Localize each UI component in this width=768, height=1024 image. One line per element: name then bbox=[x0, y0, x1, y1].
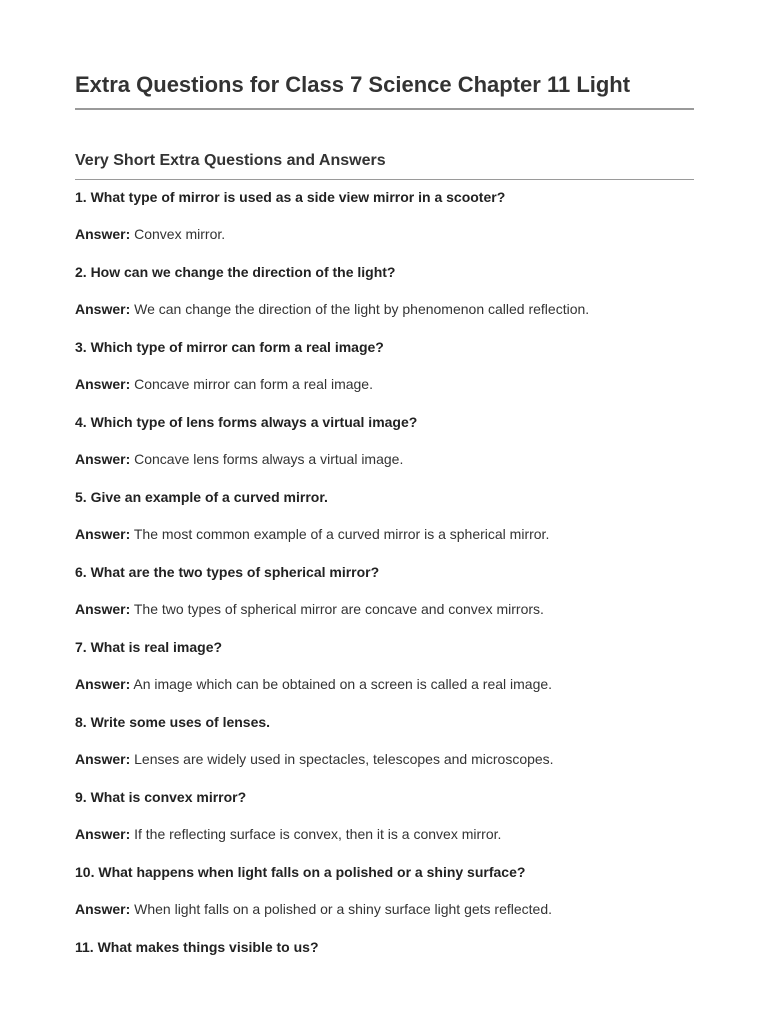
answer-text: An image which can be obtained on a screen is called a real image. bbox=[133, 676, 553, 692]
answer-text: Concave mirror can form a real image. bbox=[134, 376, 373, 392]
answer-row bbox=[75, 749, 694, 787]
qa-item bbox=[75, 937, 694, 974]
answer-row bbox=[75, 299, 694, 337]
question-text: 9. What is convex mirror? bbox=[75, 789, 247, 805]
answer-text: When light falls on a polished or a shiny surface light gets reflected. bbox=[134, 901, 553, 917]
answer-label: Answer: bbox=[75, 376, 131, 392]
answer-label: Answer: bbox=[75, 676, 131, 692]
answer-text: If the reflecting surface is convex, then it is a convex mirror. bbox=[134, 826, 502, 842]
question-text: 6. What are the two types of spherical mirror? bbox=[75, 564, 380, 580]
qa-item bbox=[75, 487, 694, 562]
answer-row bbox=[75, 824, 694, 862]
question-text: 4. Which type of lens forms always a virtual image? bbox=[75, 414, 418, 430]
section-title: Very Short Extra Questions and Answers bbox=[75, 152, 386, 169]
answer-text: Convex mirror. bbox=[134, 226, 226, 242]
answer-row bbox=[75, 674, 694, 712]
answer-label: Answer: bbox=[75, 526, 131, 542]
qa-item bbox=[75, 187, 694, 262]
section-divider bbox=[75, 179, 694, 180]
answer-label: Answer: bbox=[75, 751, 131, 767]
answer-text: We can change the direction of the light by phenomenon called reflection. bbox=[134, 301, 590, 317]
answer-text: Lenses are widely used in spectacles, telescopes and microscopes. bbox=[134, 751, 554, 767]
answer-label: Answer: bbox=[75, 226, 131, 242]
qa-item bbox=[75, 412, 694, 487]
question-text: 3. Which type of mirror can form a real image? bbox=[75, 339, 384, 355]
qa-item bbox=[75, 562, 694, 637]
qa-item bbox=[75, 862, 694, 937]
answer-label: Answer: bbox=[75, 826, 131, 842]
qa-item bbox=[75, 262, 694, 337]
answer-text: The most common example of a curved mirror is a spherical mirror. bbox=[133, 526, 550, 542]
page-title: Extra Questions for Class 7 Science Chapter 11 Light bbox=[75, 72, 631, 97]
question-text: 1. What type of mirror is used as a side view mirror in a scooter? bbox=[75, 189, 506, 205]
qa-item bbox=[75, 337, 694, 412]
qa-item bbox=[75, 712, 694, 787]
answer-label: Answer: bbox=[75, 451, 131, 467]
question-text: 7. What is real image? bbox=[75, 639, 223, 655]
question-text: 8. Write some uses of lenses. bbox=[75, 714, 271, 730]
question-text: 2. How can we change the direction of the light? bbox=[75, 264, 396, 280]
qa-item bbox=[75, 787, 694, 862]
answer-row bbox=[75, 599, 694, 637]
answer-row bbox=[75, 449, 694, 487]
answer-text: Concave lens forms always a virtual image. bbox=[134, 451, 404, 467]
answer-row bbox=[75, 374, 694, 412]
qa-item bbox=[75, 637, 694, 712]
question-text: 11. What makes things visible to us? bbox=[75, 939, 319, 955]
answer-text: The two types of spherical mirror are concave and convex mirrors. bbox=[133, 601, 544, 617]
answer-label: Answer: bbox=[75, 901, 131, 917]
answer-row bbox=[75, 899, 694, 937]
answer-row bbox=[75, 224, 694, 262]
question-text: 5. Give an example of a curved mirror. bbox=[75, 489, 328, 505]
title-divider bbox=[75, 108, 694, 110]
answer-label: Answer: bbox=[75, 601, 131, 617]
question-text: 10. What happens when light falls on a polished or a shiny surface? bbox=[75, 864, 526, 880]
answer-label: Answer: bbox=[75, 301, 131, 317]
qa-list bbox=[75, 187, 694, 974]
answer-row bbox=[75, 524, 694, 562]
